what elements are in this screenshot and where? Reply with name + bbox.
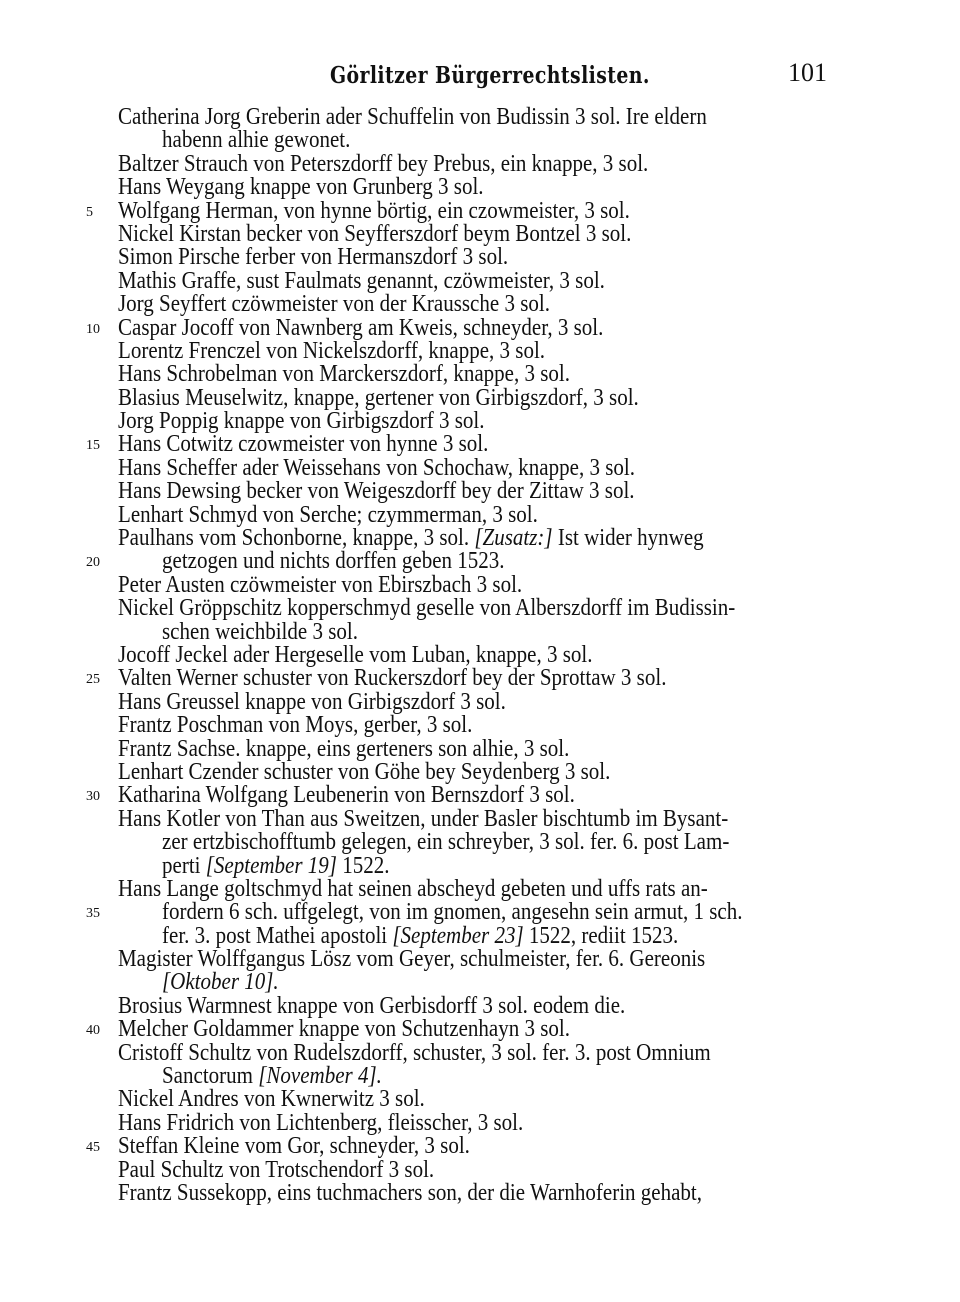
text-line [0, 267, 960, 294]
line-main-text: Jocoff Jeckel ader Hergeselle vom Luban, knappe, 3 sol. [118, 641, 593, 668]
line-trailing-text: 1522, rediit 1523. [528, 922, 679, 949]
editorial-note: [Oktober 10]. [162, 969, 279, 996]
text-line [0, 784, 960, 807]
line-text [118, 527, 704, 550]
text-line [0, 454, 960, 481]
line-text [118, 220, 632, 247]
text-line [0, 875, 960, 902]
text-line [0, 176, 960, 199]
line-text [118, 875, 708, 902]
text-line [0, 688, 960, 715]
line-main-text: fer. 3. post Mathei apostoli [162, 922, 388, 949]
text-line [0, 337, 960, 364]
text-line [0, 1088, 960, 1111]
line-text [162, 852, 390, 879]
line-main-text: Melcher Goldammer knappe von Schutzenhayn 3 sol. [118, 1016, 570, 1043]
line-main-text: Nickel Kirstan becker von Seyfferszdorf beym Bontzel 3 sol. [118, 220, 632, 247]
text-line [0, 735, 960, 762]
line-text [118, 714, 472, 737]
line-main-text: Hans Schrobelman von Marckerszdorf, knappe, 3 sol. [118, 361, 570, 388]
line-main-text: Hans Fridrich von Lichtenberg, fleisscher, 3 sol. [118, 1109, 524, 1136]
line-main-text: Brosius Warmnest knappe von Gerbisdorff 3 sol. eodem die. [118, 992, 626, 1019]
line-main-text: Katharina Wolfgang Leubenerin von Bernszdorf 3 sol. [118, 782, 575, 809]
text-line [0, 384, 960, 411]
line-number: 25 [86, 672, 100, 688]
text-line [0, 246, 960, 269]
line-main-text: Hans Kotler von Than aus Sweitzen, under Basler bischtumb im Bysant- [118, 805, 729, 832]
text-line [0, 129, 960, 152]
text-line [0, 106, 960, 129]
line-main-text: Frantz Poschman von Moys, gerber, 3 sol. [118, 712, 473, 739]
text-line [0, 1065, 960, 1088]
text-line [0, 618, 960, 645]
line-main-text: zer ertzbischofftumb gelegen, ein schreyber, 3 sol. fer. 6. post Lam- [162, 829, 730, 856]
text-line [0, 597, 960, 620]
line-text [118, 337, 546, 364]
running-head [0, 52, 960, 96]
line-main-text: Hans Greussel knappe von Girbigszdorf 3 sol. [118, 688, 506, 715]
line-number: 45 [86, 1140, 100, 1156]
line-main-text: Blasius Meuselwitz, knappe, gertener von Girbigszdorf, 3 sol. [118, 384, 639, 411]
line-text [118, 758, 611, 785]
text-line [0, 314, 960, 341]
line-main-text: Jorg Poppig knappe von Girbigszdorf 3 sol. [118, 408, 485, 435]
line-main-text: Catherina Jorg Greberin ader Schuffelin von Budissin 3 sol. Ire eldern [118, 104, 707, 130]
line-main-text: Frantz Sussekopp, eins tuchmachers son, der die Warnhoferin gehabt, [118, 1179, 703, 1206]
line-text [162, 901, 742, 924]
line-main-text: Hans Scheffer ader Weissehans von Schochaw, knappe, 3 sol. [118, 454, 635, 481]
line-text [118, 433, 488, 456]
line-trailing-text: 1522. [342, 852, 390, 879]
page-number: 101 [788, 58, 827, 87]
line-main-text: Jorg Seyffert czöwmeister von der Kraussche 3 sol. [118, 291, 550, 318]
line-trailing-text: Ist wider hynweg [557, 525, 704, 552]
line-main-text: habenn alhie gewonet. [162, 127, 351, 154]
text-line [0, 571, 960, 598]
text-line [0, 550, 960, 573]
line-number: 40 [86, 1023, 100, 1039]
line-main-text: Frantz Sachse. knappe, eins gerteners son alhie, 3 sol. [118, 735, 570, 762]
line-main-text: Hans Dewsing becker von Weigeszdorff bey der Zittaw 3 sol. [118, 478, 635, 505]
register-entries [0, 106, 960, 1205]
line-text [118, 1088, 425, 1111]
line-text [118, 246, 508, 269]
line-main-text: fordern 6 sch. uffgelegt, von im gnomen, angesehn sein armut, 1 sch. [162, 899, 743, 926]
line-text [118, 1135, 470, 1158]
text-line [0, 480, 960, 503]
line-main-text: Steffan Kleine vom Gor, schneyder, 3 sol. [118, 1133, 470, 1160]
text-line [0, 992, 960, 1019]
text-line [0, 410, 960, 433]
text-line [0, 948, 960, 971]
line-main-text: Sanctorum [162, 1063, 253, 1090]
line-number: 35 [86, 906, 100, 922]
line-text [118, 150, 649, 177]
line-main-text: Lenhart Schmyd von Serche; czymmerman, 3 sol. [118, 501, 538, 528]
running-title: Görlitzer Bürgerrechtslisten. [330, 62, 650, 89]
line-text [118, 1179, 703, 1206]
line-main-text: Magister Wolffgangus Lösz vom Geyer, schulmeister, fer. 6. Gereonis [118, 946, 706, 973]
text-line [0, 220, 960, 247]
line-text [118, 267, 605, 294]
line-main-text: Cristoff Schultz von Rudelszdorff, schuster, 3 sol. fer. 3. post Omnium [118, 1039, 711, 1066]
line-main-text: Lenhart Czender schuster von Göhe bey Seydenberg 3 sol. [118, 758, 611, 785]
text-line [0, 641, 960, 668]
line-text [162, 129, 350, 152]
line-text [118, 454, 635, 481]
line-main-text: Wolfgang Herman, von hynne börtig, ein czowmeister, 3 sol. [118, 197, 630, 224]
line-main-text: Baltzer Strauch von Peterszdorff bey Prebus, ein knappe, 3 sol. [118, 150, 649, 177]
line-main-text: Paulhans vom Schonborne, knappe, 3 sol. [118, 525, 470, 552]
line-text [118, 1039, 711, 1066]
text-line [0, 1135, 960, 1158]
text-line [0, 758, 960, 785]
line-text [118, 597, 735, 620]
line-main-text: Paul Schultz von Trotschendorf 3 sol. [118, 1156, 435, 1183]
line-text [118, 805, 729, 832]
line-main-text: Simon Pirsche ferber von Hermanszdorf 3 sol. [118, 244, 509, 271]
line-number: 10 [86, 321, 100, 337]
line-text [118, 410, 485, 433]
line-number: 5 [86, 204, 93, 220]
line-number: 30 [86, 789, 100, 805]
line-text [118, 314, 604, 341]
line-text [162, 618, 358, 645]
line-text [118, 501, 538, 528]
line-main-text: Hans Lange goltschmyd hat seinen abscheyd gebeten und uffs rats an- [118, 875, 708, 902]
line-text [118, 641, 593, 668]
line-text [118, 1109, 524, 1136]
line-text [162, 1065, 382, 1088]
text-line [0, 901, 960, 924]
line-text [162, 971, 279, 994]
line-text [162, 922, 679, 949]
text-line [0, 1018, 960, 1041]
line-number: 15 [86, 438, 100, 454]
text-line [0, 1156, 960, 1183]
line-number: 20 [86, 555, 100, 571]
line-text [118, 197, 630, 224]
line-main-text: perti [162, 852, 201, 879]
text-line [0, 667, 960, 690]
text-line [0, 433, 960, 456]
text-line [0, 971, 960, 994]
editorial-note: [November 4]. [258, 1063, 382, 1090]
text-line [0, 501, 960, 528]
line-text [118, 992, 626, 1019]
line-text [118, 948, 705, 971]
text-line [0, 197, 960, 224]
line-main-text: Valten Werner schuster von Ruckerszdorf bey der Sprottaw 3 sol. [118, 665, 667, 692]
text-line [0, 527, 960, 550]
line-main-text: Caspar Jocoff von Nawnberg am Kweis, schneyder, 3 sol. [118, 314, 604, 341]
line-text [118, 571, 523, 598]
text-line [0, 1179, 960, 1206]
text-line [0, 805, 960, 832]
text-line [0, 1109, 960, 1136]
line-main-text: Nickel Andres von Kwnerwitz 3 sol. [118, 1086, 425, 1113]
line-text [118, 363, 570, 386]
editorial-note: [September 23] [392, 922, 524, 949]
text-line [0, 1039, 960, 1066]
line-text [118, 480, 635, 503]
line-main-text: Mathis Graffe, sust Faulmats genannt, czöwmeister, 3 sol. [118, 267, 605, 294]
text-line [0, 714, 960, 737]
line-main-text: Nickel Gröppschitz kopperschmyd geselle von Alberszdorff im Budissin- [118, 595, 736, 622]
text-line [0, 922, 960, 949]
text-line [0, 852, 960, 879]
line-text [118, 293, 550, 316]
text-line [0, 363, 960, 386]
line-main-text: Lorentz Frenczel von Nickelszdorff, knappe, 3 sol. [118, 337, 546, 364]
line-text [118, 735, 570, 762]
line-text [118, 176, 484, 199]
line-main-text: Hans Weygang knappe von Grunberg 3 sol. [118, 174, 484, 201]
editorial-note: [Zusatz:] [474, 525, 553, 552]
line-text [162, 831, 729, 854]
line-text [118, 384, 639, 411]
line-text [118, 1018, 570, 1041]
editorial-note: [September 19] [205, 852, 337, 879]
line-main-text: getzogen und nichts dorffen geben 1523. [162, 548, 505, 575]
text-line [0, 831, 960, 854]
text-line [0, 150, 960, 177]
line-text [162, 550, 505, 573]
line-text [118, 784, 575, 807]
line-main-text: schen weichbilde 3 sol. [162, 618, 358, 645]
line-text [118, 688, 506, 715]
line-text [118, 106, 707, 129]
text-line [0, 293, 960, 316]
line-main-text: Peter Austen czöwmeister von Ebirszbach 3 sol. [118, 571, 523, 598]
line-text [118, 1156, 435, 1183]
line-text [118, 667, 666, 690]
line-main-text: Hans Cotwitz czowmeister von hynne 3 sol. [118, 431, 489, 458]
